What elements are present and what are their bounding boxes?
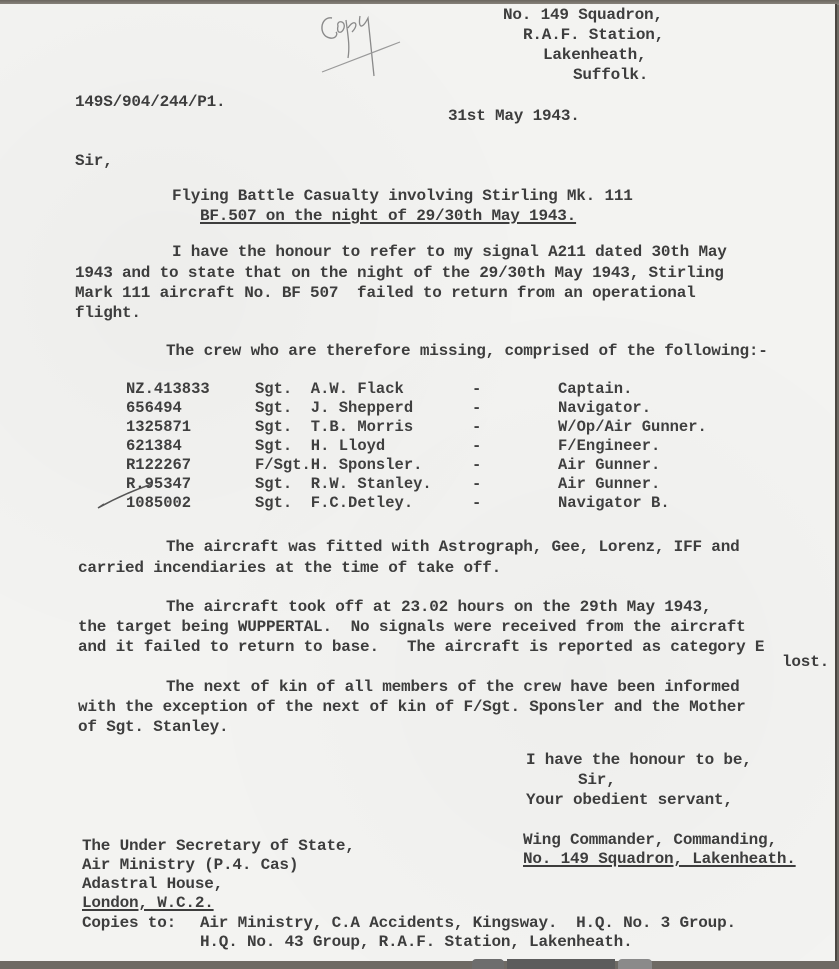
subject-line-2: BF.507 on the night of 29/30th May 1943. bbox=[200, 207, 577, 225]
signature-unit: No. 149 Squadron, Lakenheath. bbox=[523, 850, 796, 868]
subject-line-1: Flying Battle Casualty involving Stirling Mk. 111 bbox=[172, 187, 633, 205]
copy-stamp-handwritten bbox=[312, 6, 407, 78]
crew-row bbox=[0, 418, 835, 437]
rank-name: Sgt. J. Shepperd bbox=[255, 399, 414, 417]
service-number: 1325871 bbox=[126, 418, 192, 436]
service-number: 621384 bbox=[126, 437, 182, 455]
crew-row bbox=[0, 437, 835, 456]
para5-line-2: with the exception of the next of kin of F/Sgt. Sponsler and the Mother bbox=[78, 698, 746, 716]
closing-line-1: I have the honour to be, bbox=[526, 751, 752, 769]
para5-line-1: The next of kin of all members of the crew have been informed bbox=[166, 678, 740, 696]
sender-address-line-1: No. 149 Squadron, bbox=[503, 6, 663, 24]
rank-name: Sgt. F.C.Detley. bbox=[255, 494, 414, 512]
para5-line-3: of Sgt. Stanley. bbox=[78, 718, 229, 736]
para1-line-4: flight. bbox=[75, 304, 141, 322]
copies-line-1: Air Ministry, C.A Accidents, Kingsway. H.Q. No. 3 Group. bbox=[200, 914, 736, 932]
service-number: 1085002 bbox=[126, 494, 192, 512]
para4-line-4: lost. bbox=[782, 653, 830, 671]
dash: - bbox=[472, 475, 482, 493]
handwritten-tick-mark bbox=[96, 482, 156, 512]
para4-line-3: and it failed to return to base. The aircraft is reported as category E bbox=[78, 638, 765, 656]
signature-title: Wing Commander, Commanding, bbox=[523, 831, 777, 849]
para1-line-2: 1943 and to state that on the night of the 29/30th May 1943, Stirling bbox=[75, 264, 724, 282]
letter-page bbox=[0, 4, 837, 961]
dash: - bbox=[472, 399, 482, 417]
crew-role: F/Engineer. bbox=[558, 437, 661, 455]
dash: - bbox=[472, 418, 482, 436]
closing-line-2: Sir, bbox=[578, 771, 616, 789]
crew-row bbox=[0, 456, 835, 475]
recipient-line-4: London, W.C.2. bbox=[82, 894, 214, 912]
crew-role: Air Gunner. bbox=[558, 456, 661, 474]
letter-date: 31st May 1943. bbox=[448, 107, 580, 125]
sender-address-line-4: Suffolk. bbox=[573, 66, 649, 84]
service-number: R.95347 bbox=[126, 475, 192, 493]
copies-label: Copies to: bbox=[82, 914, 177, 932]
rank-name: Sgt. H. Lloyd bbox=[255, 437, 386, 455]
rank-name: Sgt. A.W. Flack bbox=[255, 380, 404, 398]
service-number: R122267 bbox=[126, 456, 192, 474]
salutation: Sir, bbox=[75, 152, 113, 170]
para4-line-1: The aircraft took off at 23.02 hours on the 29th May 1943, bbox=[166, 598, 712, 616]
copies-line-2: H.Q. No. 43 Group, R.A.F. Station, Lakenheath. bbox=[200, 933, 633, 951]
recipient-line-1: The Under Secretary of State, bbox=[82, 837, 355, 855]
rank-name: F/Sgt.H. Sponsler. bbox=[255, 456, 423, 474]
reference-number: 149S/904/244/P1. bbox=[75, 93, 226, 111]
dash: - bbox=[472, 494, 482, 512]
crew-row bbox=[0, 380, 835, 399]
crew-role: Air Gunner. bbox=[558, 475, 661, 493]
service-number: NZ.413833 bbox=[126, 380, 210, 398]
para3-line-1: The aircraft was fitted with Astrograph, Gee, Lorenz, IFF and bbox=[166, 538, 740, 556]
crew-row bbox=[0, 399, 835, 418]
service-number: 656494 bbox=[126, 399, 182, 417]
sender-address-line-2: R.A.F. Station, bbox=[523, 26, 665, 44]
rank-name: Sgt. R.W. Stanley. bbox=[255, 475, 432, 493]
recipient-line-3: Adastral House, bbox=[82, 875, 224, 893]
para1-line-3: Mark 111 aircraft No. BF 507 failed to return from an operational bbox=[75, 284, 696, 302]
crew-role: Navigator. bbox=[558, 399, 652, 417]
crew-role: Navigator B. bbox=[558, 494, 670, 512]
recipient-line-2: Air Ministry (P.4. Cas) bbox=[82, 856, 299, 874]
para4-line-2: the target being WUPPERTAL. No signals were received from the aircraft bbox=[78, 618, 746, 636]
crew-intro: The crew who are therefore missing, comprised of the following:- bbox=[166, 342, 768, 360]
dash: - bbox=[472, 456, 482, 474]
crew-role: Captain. bbox=[558, 380, 633, 398]
para1-line-1: I have the honour to refer to my signal A211 dated 30th May bbox=[172, 243, 727, 261]
crew-role: W/Op/Air Gunner. bbox=[558, 418, 707, 436]
sender-address-line-3: Lakenheath, bbox=[543, 46, 647, 64]
para3-line-2: carried incendiaries at the time of take off. bbox=[78, 559, 502, 577]
closing-line-3: Your obedient servant, bbox=[526, 791, 733, 809]
rank-name: Sgt. T.B. Morris bbox=[255, 418, 414, 436]
dash: - bbox=[472, 437, 482, 455]
dash: - bbox=[472, 380, 482, 398]
